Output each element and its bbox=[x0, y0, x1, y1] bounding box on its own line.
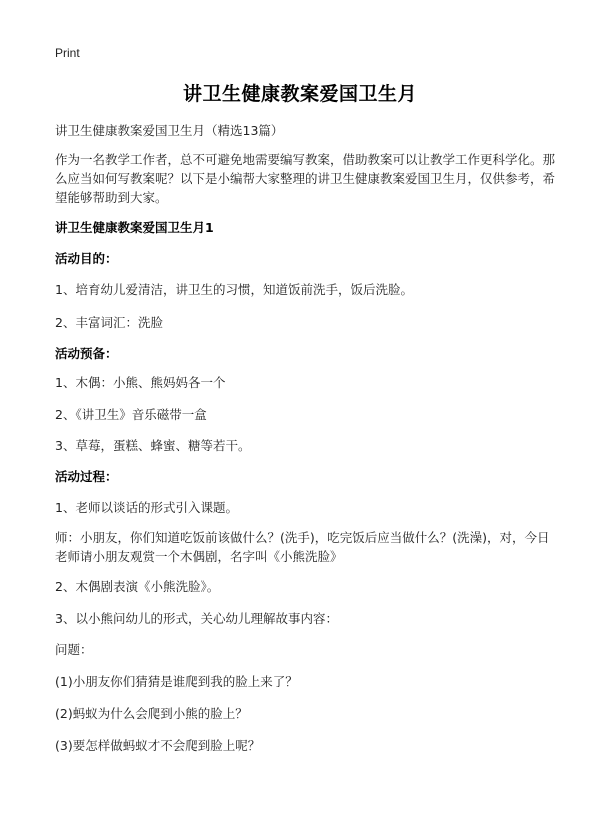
process-dialog: 师：小朋友，你们知道吃饭前该做什么？(洗手)，吃完饭后应当做什么？(洗澡)，对，今日老师请小朋友观赏一个木偶剧，名字叫《小熊洗脸》 bbox=[55, 530, 550, 564]
question-item: (2)蚂蚁为什么会爬到小熊的脸上？ bbox=[55, 706, 248, 721]
process-item: 2、木偶剧表演《小熊洗脸》。 bbox=[55, 579, 220, 594]
prep-item: 2、《讲卫生》音乐磁带一盒 bbox=[55, 407, 207, 422]
intro-paragraph: 作为一名教学工作者，总不可避免地需要编写教案，借助教案可以让教学工作更科学化。那么应当如何写教案呢？以下是小编帮大家整理的讲卫生健康教案爱国卫生月，仅供参考，希望能够帮助到大家。 bbox=[55, 152, 556, 205]
goal-item: 2、丰富词汇：洗脸 bbox=[55, 315, 163, 330]
prep-item: 1、木偶：小熊、熊妈妈各一个 bbox=[55, 375, 226, 390]
process-heading: 活动过程： bbox=[55, 469, 118, 484]
goal-item: 1、培育幼儿爱清洁，讲卫生的习惯，知道饭前洗手，饭后洗脸。 bbox=[55, 282, 413, 297]
questions-heading: 问题： bbox=[55, 642, 93, 657]
document-subtitle: 讲卫生健康教案爱国卫生月（精选13篇） bbox=[55, 123, 284, 138]
prep-heading: 活动预备： bbox=[55, 346, 118, 361]
goal-heading: 活动目的： bbox=[55, 251, 118, 266]
process-item: 3、以小熊问幼儿的形式，关心幼儿理解故事内容： bbox=[55, 611, 338, 626]
question-item: (3)要怎样做蚂蚁才不会爬到脸上呢？ bbox=[55, 738, 261, 753]
section-title: 讲卫生健康教案爱国卫生月1 bbox=[55, 220, 214, 235]
print-link[interactable]: Print bbox=[55, 46, 80, 60]
process-item: 1、老师以谈话的形式引入课题。 bbox=[55, 500, 238, 515]
page-title: 讲卫生健康教案爱国卫生月 bbox=[182, 83, 417, 105]
question-item: (1)小朋友你们猜猜是谁爬到我的脸上来了？ bbox=[55, 674, 298, 689]
prep-item: 3、草莓，蛋糕、蜂蜜、糖等若干。 bbox=[55, 438, 251, 453]
